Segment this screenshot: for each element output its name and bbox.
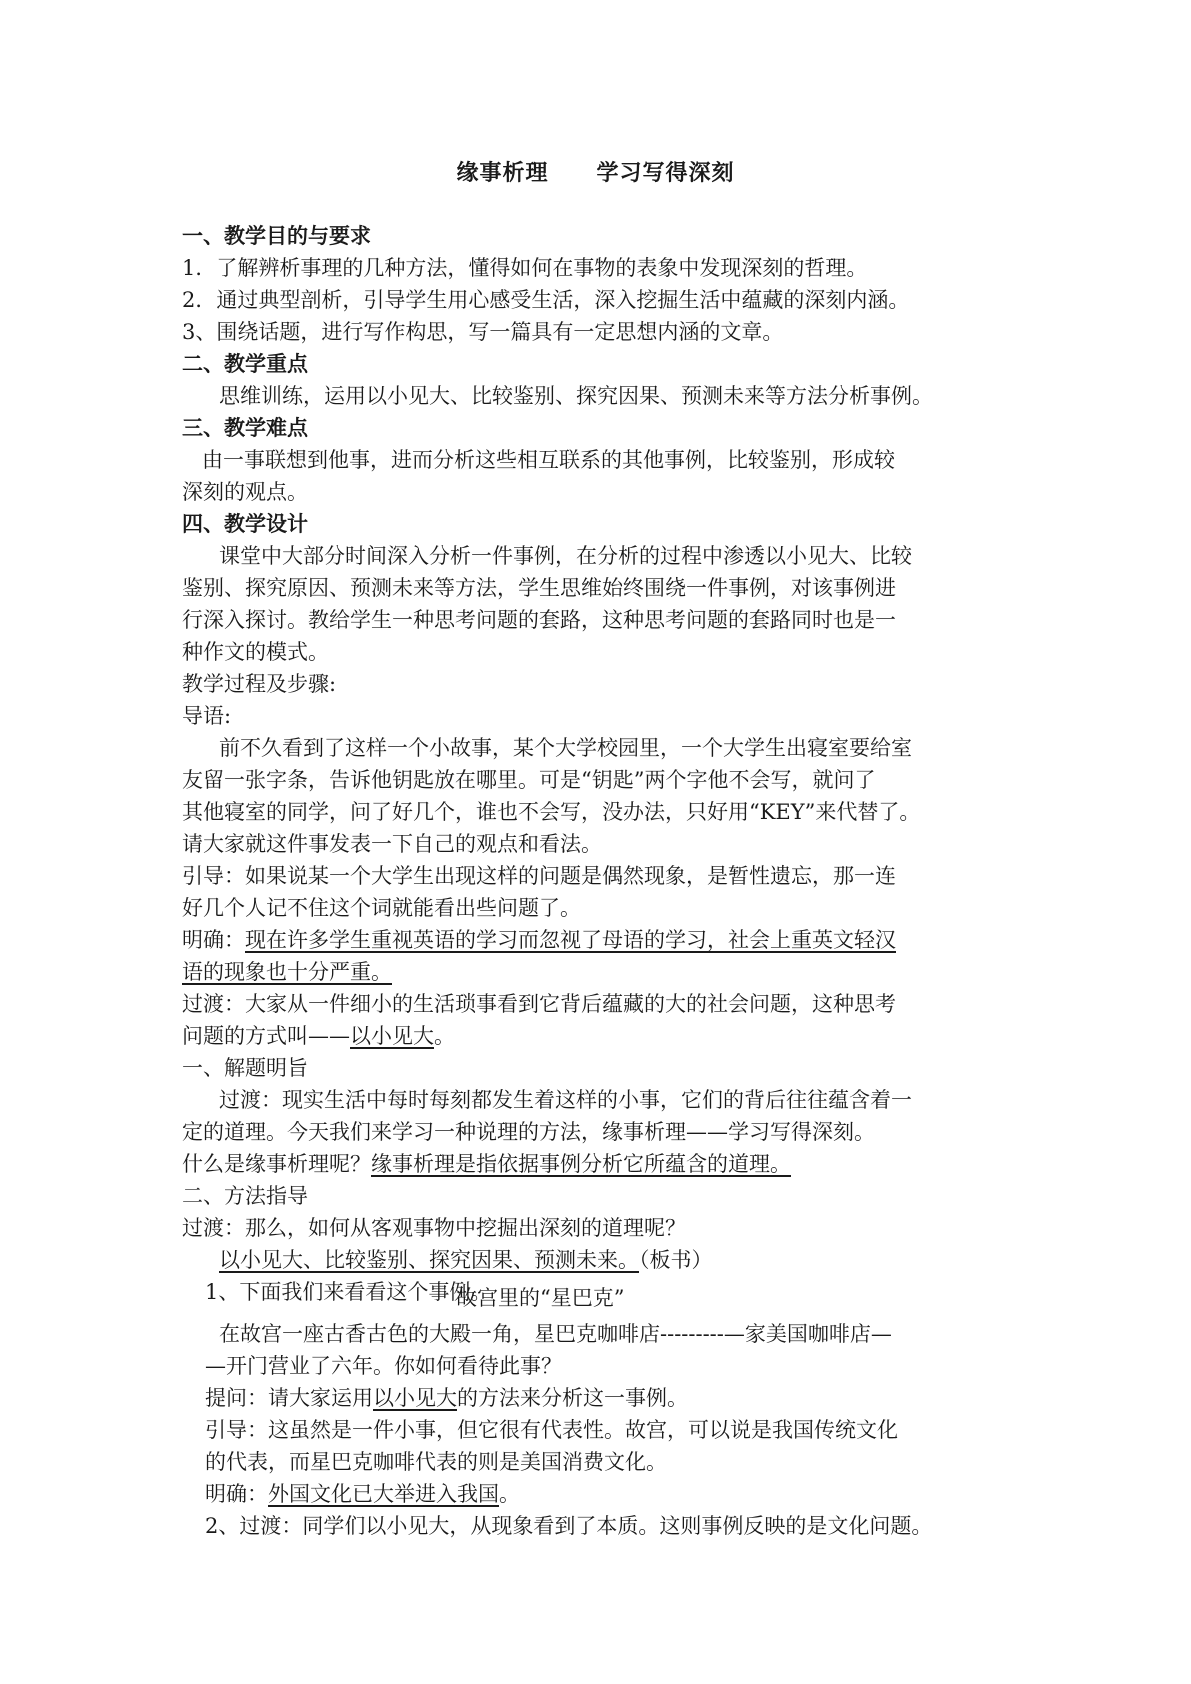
clarify-line-2 bbox=[182, 957, 392, 987]
design-line-4: 种作文的模式。 bbox=[182, 640, 329, 664]
example-guide-line-1: 引导：这虽然是一件小事，但它很有代表性。故宫，可以说是我国传统文化 bbox=[205, 1418, 898, 1442]
transition-prefix: 问题的方式叫—— bbox=[182, 1024, 350, 1048]
transition-line-1: 过渡：大家从一件细小的生活琐事看到它背后蕴藏的大的社会问题，这种思考 bbox=[182, 992, 896, 1016]
section-heading-key-points: 二、教学重点 bbox=[182, 352, 308, 376]
example-1-intro: 1、下面我们来看看这个事例。 bbox=[205, 1280, 492, 1304]
ask-prefix: 提问：请大家运用 bbox=[205, 1386, 373, 1410]
example-clarify-line bbox=[205, 1479, 520, 1509]
transition-line-2 bbox=[182, 1021, 455, 1051]
transition-suffix: 。 bbox=[434, 1024, 455, 1048]
clarify-prefix: 明确： bbox=[182, 928, 245, 952]
process-label: 教学过程及步骤: bbox=[182, 672, 337, 696]
intro-label: 导语: bbox=[182, 704, 232, 728]
example-clarify-suffix: 。 bbox=[499, 1482, 520, 1506]
goal-item-1: 1．了解辨析事理的几种方法，懂得如何在事物的表象中发现深刻的哲理。 bbox=[182, 256, 868, 280]
title-part1: 缘事析理 bbox=[456, 161, 549, 186]
section-heading-goals: 一、教学目的与要求 bbox=[182, 224, 371, 248]
difficulties-line-2: 深刻的观点。 bbox=[182, 480, 308, 504]
part2-methods: 以小见大、比较鉴别、探究因果、预测未来。 bbox=[219, 1248, 639, 1272]
story-title: 故宫里的“星巴克” bbox=[456, 1286, 625, 1310]
difficulties-line-1: 由一事联想到他事，进而分析这些相互联系的其他事例，比较鉴别，形成较 bbox=[202, 448, 895, 472]
part1-definition: 缘事析理是指依据事例分析它所蕴含的道理。 bbox=[371, 1152, 791, 1176]
intro-line-2: 友留一张字条，告诉他钥匙放在哪里。可是“钥匙”两个字他不会写，就问了 bbox=[182, 768, 876, 792]
transition-term: 以小见大 bbox=[350, 1024, 434, 1048]
intro-line-1: 前不久看到了这样一个小故事，某个大学校园里，一个大学生出寝室要给室 bbox=[219, 736, 912, 760]
guide-line-1: 引导：如果说某一个大学生出现这样的问题是偶然现象，是暂性遗忘，那一连 bbox=[182, 864, 896, 888]
part1-question bbox=[182, 1149, 791, 1179]
clarify-line-1 bbox=[182, 925, 896, 955]
goal-item-3: 3、围绕话题，进行写作构思，写一篇具有一定思想内涵的文章。 bbox=[182, 320, 784, 344]
goal-item-2: 2．通过典型剖析，引导学生用心感受生活，深入挖掘生活中蕴藏的深刻内涵。 bbox=[182, 288, 910, 312]
design-line-2: 鉴别、探究原因、预测未来等方法，学生思维始终围绕一件事例，对该事例进 bbox=[182, 576, 896, 600]
part2-line-1: 过渡：那么，如何从客观事物中挖掘出深刻的道理呢？ bbox=[182, 1216, 686, 1240]
guide-line-2: 好几个人记不住这个词就能看出些问题了。 bbox=[182, 896, 581, 920]
story-line-2: —开门营业了六年。你如何看待此事？ bbox=[205, 1354, 562, 1378]
example-clarify-answer: 外国文化已大举进入我国 bbox=[268, 1482, 499, 1506]
part2-heading: 二、方法指导 bbox=[182, 1184, 308, 1208]
ask-line bbox=[205, 1383, 688, 1413]
intro-line-3: 其他寝室的同学，问了好几个，谁也不会写，没办法，只好用“KEY”来代替了。 bbox=[182, 800, 921, 824]
clarify-underlined-1: 现在许多学生重视英语的学习而忽视了母语的学习，社会上重英文轻汉 bbox=[245, 928, 896, 952]
section-heading-design: 四、教学设计 bbox=[182, 512, 308, 536]
part1-heading: 一、解题明旨 bbox=[182, 1056, 308, 1080]
title-part2: 学习写得深刻 bbox=[596, 161, 735, 186]
example-clarify-prefix: 明确： bbox=[205, 1482, 268, 1506]
part1-line-2: 定的道理。今天我们来学习一种说理的方法，缘事析理——学习写得深刻。 bbox=[182, 1120, 875, 1144]
example-2-line: 2、过渡：同学们以小见大，从现象看到了本质。这则事例反映的是文化问题。 bbox=[205, 1514, 933, 1538]
part1-line-1: 过渡：现实生活中每时每刻都发生着这样的小事，它们的背后往往蕴含着一 bbox=[219, 1088, 912, 1112]
part1-question-prefix: 什么是缘事析理呢？ bbox=[182, 1152, 371, 1176]
clarify-underlined-2: 语的现象也十分严重。 bbox=[182, 960, 392, 984]
ask-term: 以小见大 bbox=[373, 1386, 457, 1410]
ask-suffix: 的方法来分析这一事例。 bbox=[457, 1386, 688, 1410]
key-points-text: 思维训练，运用以小见大、比较鉴别、探究因果、预测未来等方法分析事例。 bbox=[219, 384, 933, 408]
design-line-1: 课堂中大部分时间深入分析一件事例，在分析的过程中渗透以小见大、比较 bbox=[219, 544, 912, 568]
intro-line-4: 请大家就这件事发表一下自己的观点和看法。 bbox=[182, 832, 602, 856]
section-heading-difficulties: 三、教学难点 bbox=[182, 416, 308, 440]
story-line-1: 在故宫一座古香古色的大殿一角，星巴克咖啡店---------—家美国咖啡店— bbox=[219, 1322, 892, 1346]
example-guide-line-2: 的代表，而星巴克咖啡代表的则是美国消费文化。 bbox=[205, 1450, 667, 1474]
document-title bbox=[0, 156, 1191, 187]
design-line-3: 行深入探讨。教给学生一种思考问题的套路，这种思考问题的套路同时也是一 bbox=[182, 608, 896, 632]
part2-board-note: （板书） bbox=[639, 1248, 713, 1272]
part2-methods-line bbox=[219, 1245, 713, 1275]
